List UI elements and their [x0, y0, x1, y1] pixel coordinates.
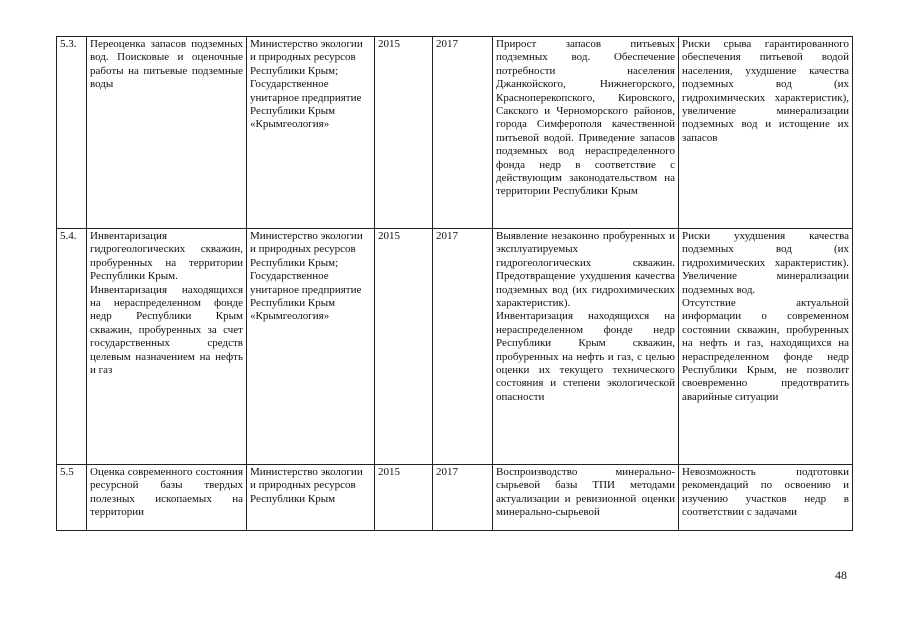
activity-text: Инвентаризация гидрогеологических скважин, пробуренных на территории Республики Крым. Инвентаризация находящихся на нераспределенном фонде недр Республики Крым скважин, пробуренных за счет государственных средств целевым назначением на нефть и газ [90, 230, 243, 377]
risks-text: Риски ухудшения качества подземных вод (их гидрохимических характеристик). Увеличение минерализации подземных вод. Отсутствие актуальной информации о современном состоянии скважин, пробуренных на нефть и газ, находящихся на нераспределенном фонде недр Республики Крым, не позволит своевременно предотвратить аварийные ситуации [682, 230, 849, 403]
result-cell [493, 465, 679, 531]
risks-cell [679, 229, 853, 465]
activity-cell [87, 465, 247, 531]
risks-cell [679, 37, 853, 229]
executor-cell [247, 229, 375, 465]
start-year-cell: 2015 [375, 229, 433, 465]
program-measures-table [56, 36, 853, 531]
result-cell [493, 229, 679, 465]
risks-text: Невозможность подготовки рекомендаций по освоению и изучению участков недр в соответствии с задачами [682, 466, 849, 519]
item-number-cell: 5.4. [57, 229, 87, 465]
activity-cell [87, 229, 247, 465]
executor-cell [247, 465, 375, 531]
executor-text: Министерство экологии и природных ресурсов Республики Крым; Государственное унитарное предприятие Республики Крым «Крымгеология» [250, 230, 363, 323]
end-year-cell: 2017 [433, 37, 493, 229]
executor-cell [247, 37, 375, 229]
end-year-cell: 2017 [433, 465, 493, 531]
table-row [57, 465, 853, 531]
page-number: 48 [835, 568, 847, 582]
risks-cell [679, 465, 853, 531]
result-cell [493, 37, 679, 229]
end-year-cell: 2017 [433, 229, 493, 465]
start-year-cell: 2015 [375, 37, 433, 229]
result-text: Прирост запасов питьевых подземных вод. Обеспечение потребности населения Джанкойского, Нижнегорского, Красноперекопского, Кировского, Сакского и Черноморского районов, города Симферополя качественной питьевой водой. Приведение запасов подземных вод нераспределенного фонда недр в соответствие с действующим законодательством на территории Республики Крым [496, 38, 675, 198]
risks-text: Риски срыва гарантированного обеспечения питьевой водой населения, ухудшение качества подземных вод (их гидрохимических характеристик), увеличение минерализации подземных вод и истощение их запасов [682, 38, 849, 144]
table-row [57, 37, 853, 229]
start-year-cell: 2015 [375, 465, 433, 531]
activity-text: Оценка современного состояния ресурсной базы твердых полезных ископаемых на территории [90, 466, 243, 519]
result-text: Воспроизводство минерально-сырьевой базы ТПИ методами актуализации и ревизионной оценки минерально-сырьевой [496, 466, 675, 519]
table-row [57, 229, 853, 465]
activity-cell [87, 37, 247, 229]
activity-text: Переоценка запасов подземных вод. Поисковые и оценочные работы на питьевые подземные воды [90, 38, 243, 91]
item-number-cell: 5.5 [57, 465, 87, 531]
item-number-cell: 5.3. [57, 37, 87, 229]
executor-text: Министерство экологии и природных ресурсов Республики Крым [250, 466, 363, 505]
result-text: Выявление незаконно пробуренных и эксплуатируемых гидрогеологических скважин. Предотвращение ухудшения качества подземных вод (их гидрохимических характеристик). Инвентаризация находящихся на нераспределенном фонде недр Республики Крым скважин, пробуренных на нефть и газ, с целью оценки их текущего технического состояния и степени экологической опасности [496, 230, 675, 403]
executor-text: Министерство экологии и природных ресурсов Республики Крым; Государственное унитарное предприятие Республики Крым «Крымгеология» [250, 38, 363, 131]
